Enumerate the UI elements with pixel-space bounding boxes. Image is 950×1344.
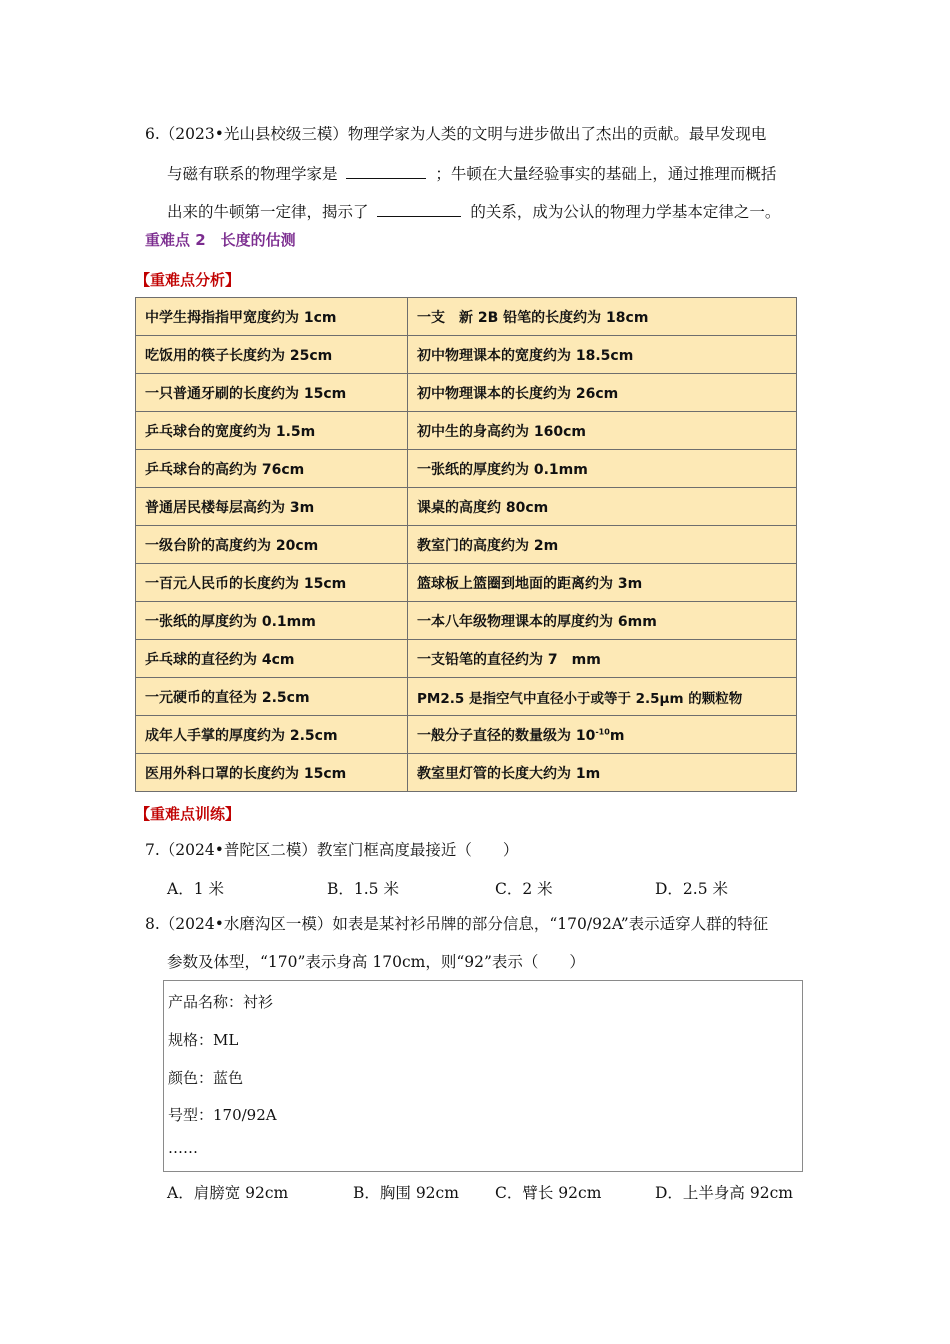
table-row (136, 374, 797, 412)
table-cell: 一级台阶的高度约为 20cm (136, 526, 408, 564)
table-row (136, 336, 797, 374)
q6-blank-1[interactable] (346, 162, 426, 179)
q6-line-2-text-a: 与磁有联系的物理学家是 (167, 165, 338, 183)
table-cell: 中学生拇指指甲宽度约为 1cm (136, 298, 408, 336)
table-row (136, 678, 797, 716)
table-cell: 一本八年级物理课本的厚度约为 6mm (408, 602, 797, 640)
q6-line-2-text-b: ；牛顿在大量经验事实的基础上，通过推理而概括 (435, 165, 777, 183)
table-row (136, 602, 797, 640)
analysis-label: 【重难点分析】 (135, 271, 241, 289)
q7-stem: 7.（2024•普陀区二模）教室门框高度最接近（ ） (145, 841, 519, 859)
table-cell: 初中物理课本的长度约为 26cm (408, 374, 797, 412)
table-cell: 一元硬币的直径为 2.5cm (136, 678, 408, 716)
table-row (136, 716, 797, 754)
table-cell: 医用外科口罩的长度约为 15cm (136, 754, 408, 792)
q6-line-1: 6.（2023•光山县校级三模）物理学家为人类的文明与进步做出了杰出的贡献。最早发现电 (145, 125, 767, 143)
tag-line: 颜色：蓝色 (168, 1069, 244, 1087)
table-row (136, 754, 797, 792)
tag-line: 号型：170/92A (168, 1106, 277, 1124)
molecule-unit: m (609, 727, 625, 744)
table-cell: 成年人手掌的厚度约为 2.5cm (136, 716, 408, 754)
table-cell: 吃饭用的筷子长度约为 25cm (136, 336, 408, 374)
q7-option-a[interactable]: A．1 米 (167, 880, 224, 898)
table-row (136, 298, 797, 336)
table-cell: 教室里灯管的长度大约为 1m (408, 754, 797, 792)
table-cell: 普通居民楼每层高约为 3m (136, 488, 408, 526)
table-cell-molecule (408, 716, 797, 754)
q7-option-d[interactable]: D．2.5 米 (655, 880, 729, 898)
table-cell: 一张纸的厚度约为 0.1mm (136, 602, 408, 640)
q7-option-b[interactable]: B．1.5 米 (327, 880, 399, 898)
table-row (136, 488, 797, 526)
shirt-tag-box (163, 980, 803, 1172)
table-cell: 一张纸的厚度约为 0.1mm (408, 450, 797, 488)
tag-line: 规格：ML (168, 1031, 239, 1049)
q8-option-d[interactable]: D．上半身高 92cm (655, 1184, 793, 1202)
q8-option-b[interactable]: B．胸围 92cm (353, 1184, 459, 1202)
q8-option-a[interactable]: A．肩膀宽 92cm (167, 1184, 289, 1202)
table-cell: 乒乓球台的宽度约为 1.5m (136, 412, 408, 450)
q6-blank-2[interactable] (377, 200, 461, 217)
table-cell: 乒乓球台的高约为 76cm (136, 450, 408, 488)
molecule-exponent: -10 (595, 726, 610, 736)
table-row (136, 450, 797, 488)
table-cell: 初中生的身高约为 160cm (408, 412, 797, 450)
table-row (136, 526, 797, 564)
q6-line-2 (167, 162, 776, 184)
tag-line: …… (168, 1139, 198, 1157)
molecule-text: 一般分子直径的数量级为 10 (417, 727, 596, 744)
table-cell: 教室门的高度约为 2m (408, 526, 797, 564)
section-title: 重难点 2 长度的估测 (145, 231, 296, 249)
q8-option-c[interactable]: C．臂长 92cm (495, 1184, 602, 1202)
table-cell: 一支铅笔的直径约为 7 mm (408, 640, 797, 678)
q6-line-3-text-a: 出来的牛顿第一定律，揭示了 (167, 203, 369, 221)
table-cell: 一只普通牙刷的长度约为 15cm (136, 374, 408, 412)
q6-line-3-text-b: 的关系，成为公认的物理力学基本定律之一。 (470, 203, 781, 221)
table-row (136, 640, 797, 678)
table-row (136, 564, 797, 602)
q7-option-c[interactable]: C．2 米 (495, 880, 553, 898)
table-cell: 一百元人民币的长度约为 15cm (136, 564, 408, 602)
table-cell: 课桌的高度约 80cm (408, 488, 797, 526)
length-estimates-table (135, 297, 797, 792)
table-cell: 乒乓球的直径约为 4cm (136, 640, 408, 678)
q8-line-2: 参数及体型，“170”表示身高 170cm，则“92”表示（ ） (167, 953, 585, 971)
table-cell: PM2.5 是指空气中直径小于或等于 2.5μm 的颗粒物 (408, 678, 797, 716)
tag-line: 产品名称：衬衫 (168, 993, 274, 1011)
table-cell: 一支 新 2B 铅笔的长度约为 18cm (408, 298, 797, 336)
table-row (136, 412, 797, 450)
training-label: 【重难点训练】 (135, 805, 241, 823)
table-cell: 初中物理课本的宽度约为 18.5cm (408, 336, 797, 374)
table-cell: 篮球板上篮圈到地面的距离约为 3m (408, 564, 797, 602)
q6-line-3 (167, 200, 780, 222)
q8-line-1: 8.（2024•水磨沟区一模）如表是某衬衫吊牌的部分信息，“170/92A”表示适穿人群的特征 (145, 915, 769, 933)
